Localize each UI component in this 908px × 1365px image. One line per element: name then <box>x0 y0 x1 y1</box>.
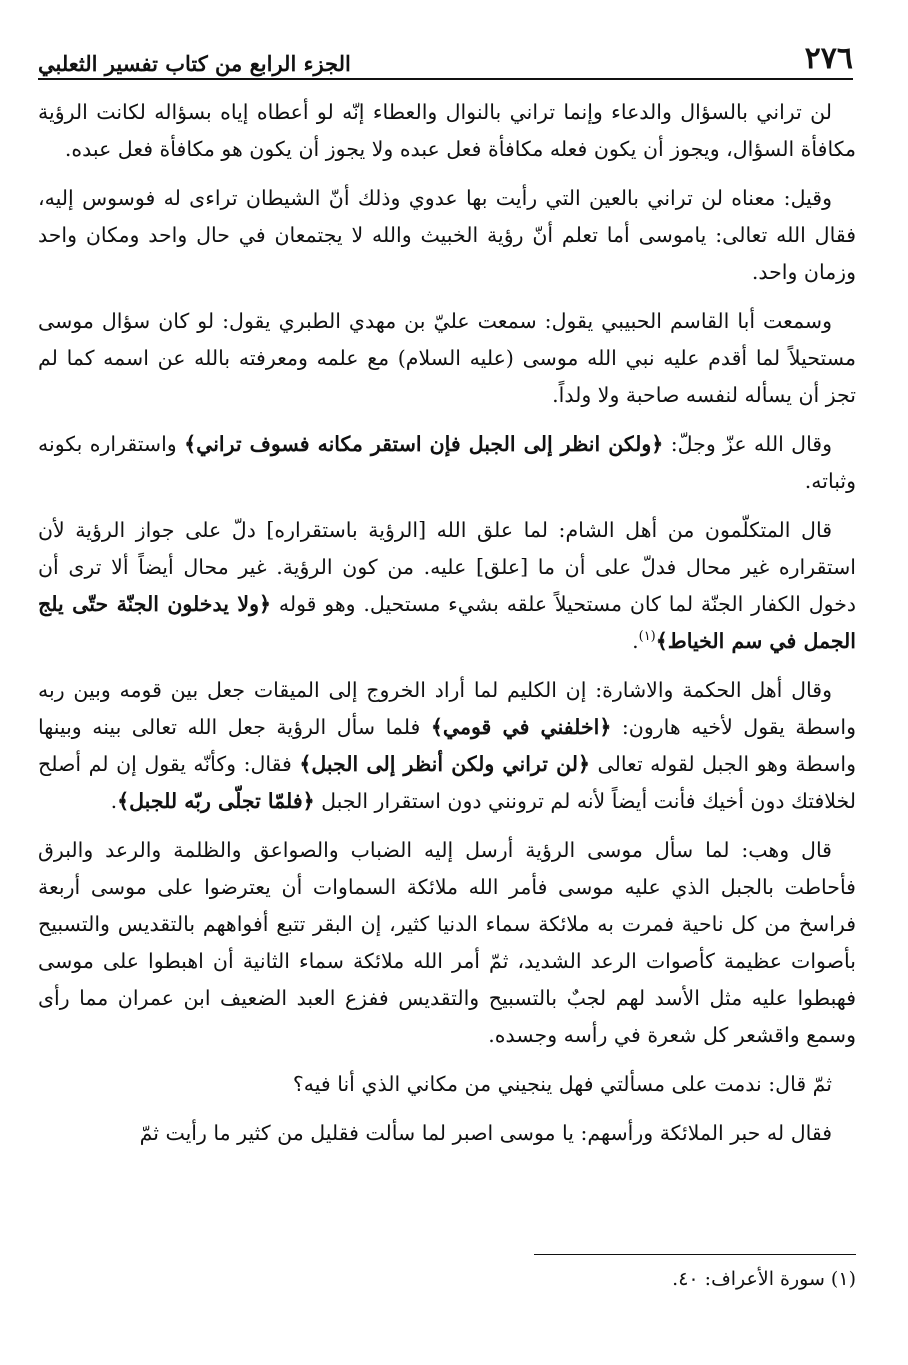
text-run: واستقراره بكونه وثباته. <box>38 432 856 493</box>
text-run: وسمعت أبا القاسم الحبيبي يقول: سمعت عليّ بن مهدي الطبري يقول: لو كان سؤال موسى مستحيلاً لما أقدم عليه نبي الله موسى (عليه السلام) مع علمه ومعرفته بالله عن اسمه كما لم تجز أن يسأله لنفسه صاحبة ولا ولداً. <box>38 309 856 407</box>
footnote: (١) سورة الأعراف: ٤٠. <box>672 1268 856 1290</box>
text-run: وقال الله عزّ وجلّ: <box>663 432 833 456</box>
text-run: لن تراني بالسؤال والدعاء وإنما تراني بالنوال والعطاء إنّه لو أعطاه إياه بسؤاله لكانت الرؤية مكافأة السؤال، ويجوز أن يكون فعله مكافأة فعل عبده ولا يجوز أن يكون هو مكافأة فعل عبده. <box>38 100 856 161</box>
paragraph <box>38 303 856 414</box>
quran-quote: ﴿ولا يدخلون الجنّة حتّى يلج الجمل في سم الخياط﴾ <box>38 592 856 653</box>
text-run: قال وهب: لما سأل موسى الرؤية أرسل إليه الضباب والصواعق والظلمة والرعد والبرق فأحاطت بالجبل الذي عليه موسى فأمر الله ملائكة السماوات أن يعترضوا على موسى أربعة فراسخ من كل ناحية فمرت به ملائكة سماء الدنيا كثير، إن البقر تتبع أفواههم بالتقديس والتسبيح بأصوات عظيمة كأصوات الرعد الشديد، ثمّ أمر الله ملائكة سماء الثانية أن اهبطوا على موسى فهبطوا عليه مثل الأسد لهم لجبٌ بالتسبيح والتقديس ففزع العبد الضعيف ابن عمران مما رأى وسمع واقشعر كل شعرة في رأسه وجسده. <box>38 838 856 1047</box>
text-run: وقيل: معناه لن تراني بالعين التي رأيت بها عدوي وذلك أنّ الشيطان تراءى له فوسوس إليه، فقال الله تعالى: ياموسى أما تعلم أنّ رؤية الخبيث والله لا يجتمعان في حال واحد ومكان واحد وزمان واحد. <box>38 186 856 284</box>
text-run: ثمّ قال: ندمت على مسألتي فهل ينجيني من مكاني الذي أنا فيه؟ <box>292 1072 832 1096</box>
running-title: الجزء الرابع من كتاب تفسير الثعلبي <box>38 51 351 76</box>
footnote-ref: (١) <box>638 629 656 645</box>
page-number: ٢٧٦ <box>804 41 853 76</box>
paragraph <box>38 512 856 660</box>
paragraph <box>38 672 856 820</box>
paragraph <box>38 426 856 500</box>
page-header <box>38 34 853 80</box>
text-run: فلما سأل الرؤية جعل الله تعالى بينه وبينها واسطة وهو الجبل لقوله تعالى <box>38 715 856 776</box>
paragraph <box>38 832 856 1054</box>
text-run: وقال أهل الحكمة والاشارة: إن الكليم لما أراد الخروج إلى الميقات جعل بين قومه وبين ربه واسطة يقول لأخيه هارون: <box>38 678 856 739</box>
quran-quote: ﴿ولكن انظر إلى الجبل فإن استقر مكانه فسوف تراني﴾ <box>184 432 664 456</box>
text-run: قال المتكلّمون من أهل الشام: لما علق الله [الرؤية باستقراره] دلّ على جواز الرؤية لأن استقراره غير محال فدلّ على أن ما [علق] عليه. من كون الرؤية. غير محال أيضاً ألا ترى أن دخول الكفار الجنّة لما كان مستحيلاً علقه بشيء مستحيل. وهو قوله <box>38 518 856 616</box>
text-run: فقال له حبر الملائكة ورأسهم: يا موسى اصبر لما سألت فقليل من كثير ما رأيت ثمّ <box>139 1121 832 1145</box>
paragraph <box>38 180 856 291</box>
quran-quote: ﴿لن تراني ولكن أنظر إلى الجبل﴾ <box>299 752 590 776</box>
quran-quote: ﴿فلمّا تجلّى ربّه للجبل﴾ <box>117 789 315 813</box>
paragraph <box>38 94 856 168</box>
text-run: . <box>110 789 118 813</box>
quran-quote: ﴿اخلفني في قومي﴾ <box>430 715 612 739</box>
paragraph <box>38 1066 856 1103</box>
footnote-divider <box>534 1254 856 1255</box>
text-run: . <box>632 629 639 653</box>
paragraph <box>38 1115 856 1152</box>
body-text <box>38 94 856 1164</box>
text-run: فقال: وكأنّه يقول إن لم أصلح لخلافتك دون أخيك فأنت أيضاً لأنه لم ترونني دون استقرار الجبل <box>38 752 856 813</box>
